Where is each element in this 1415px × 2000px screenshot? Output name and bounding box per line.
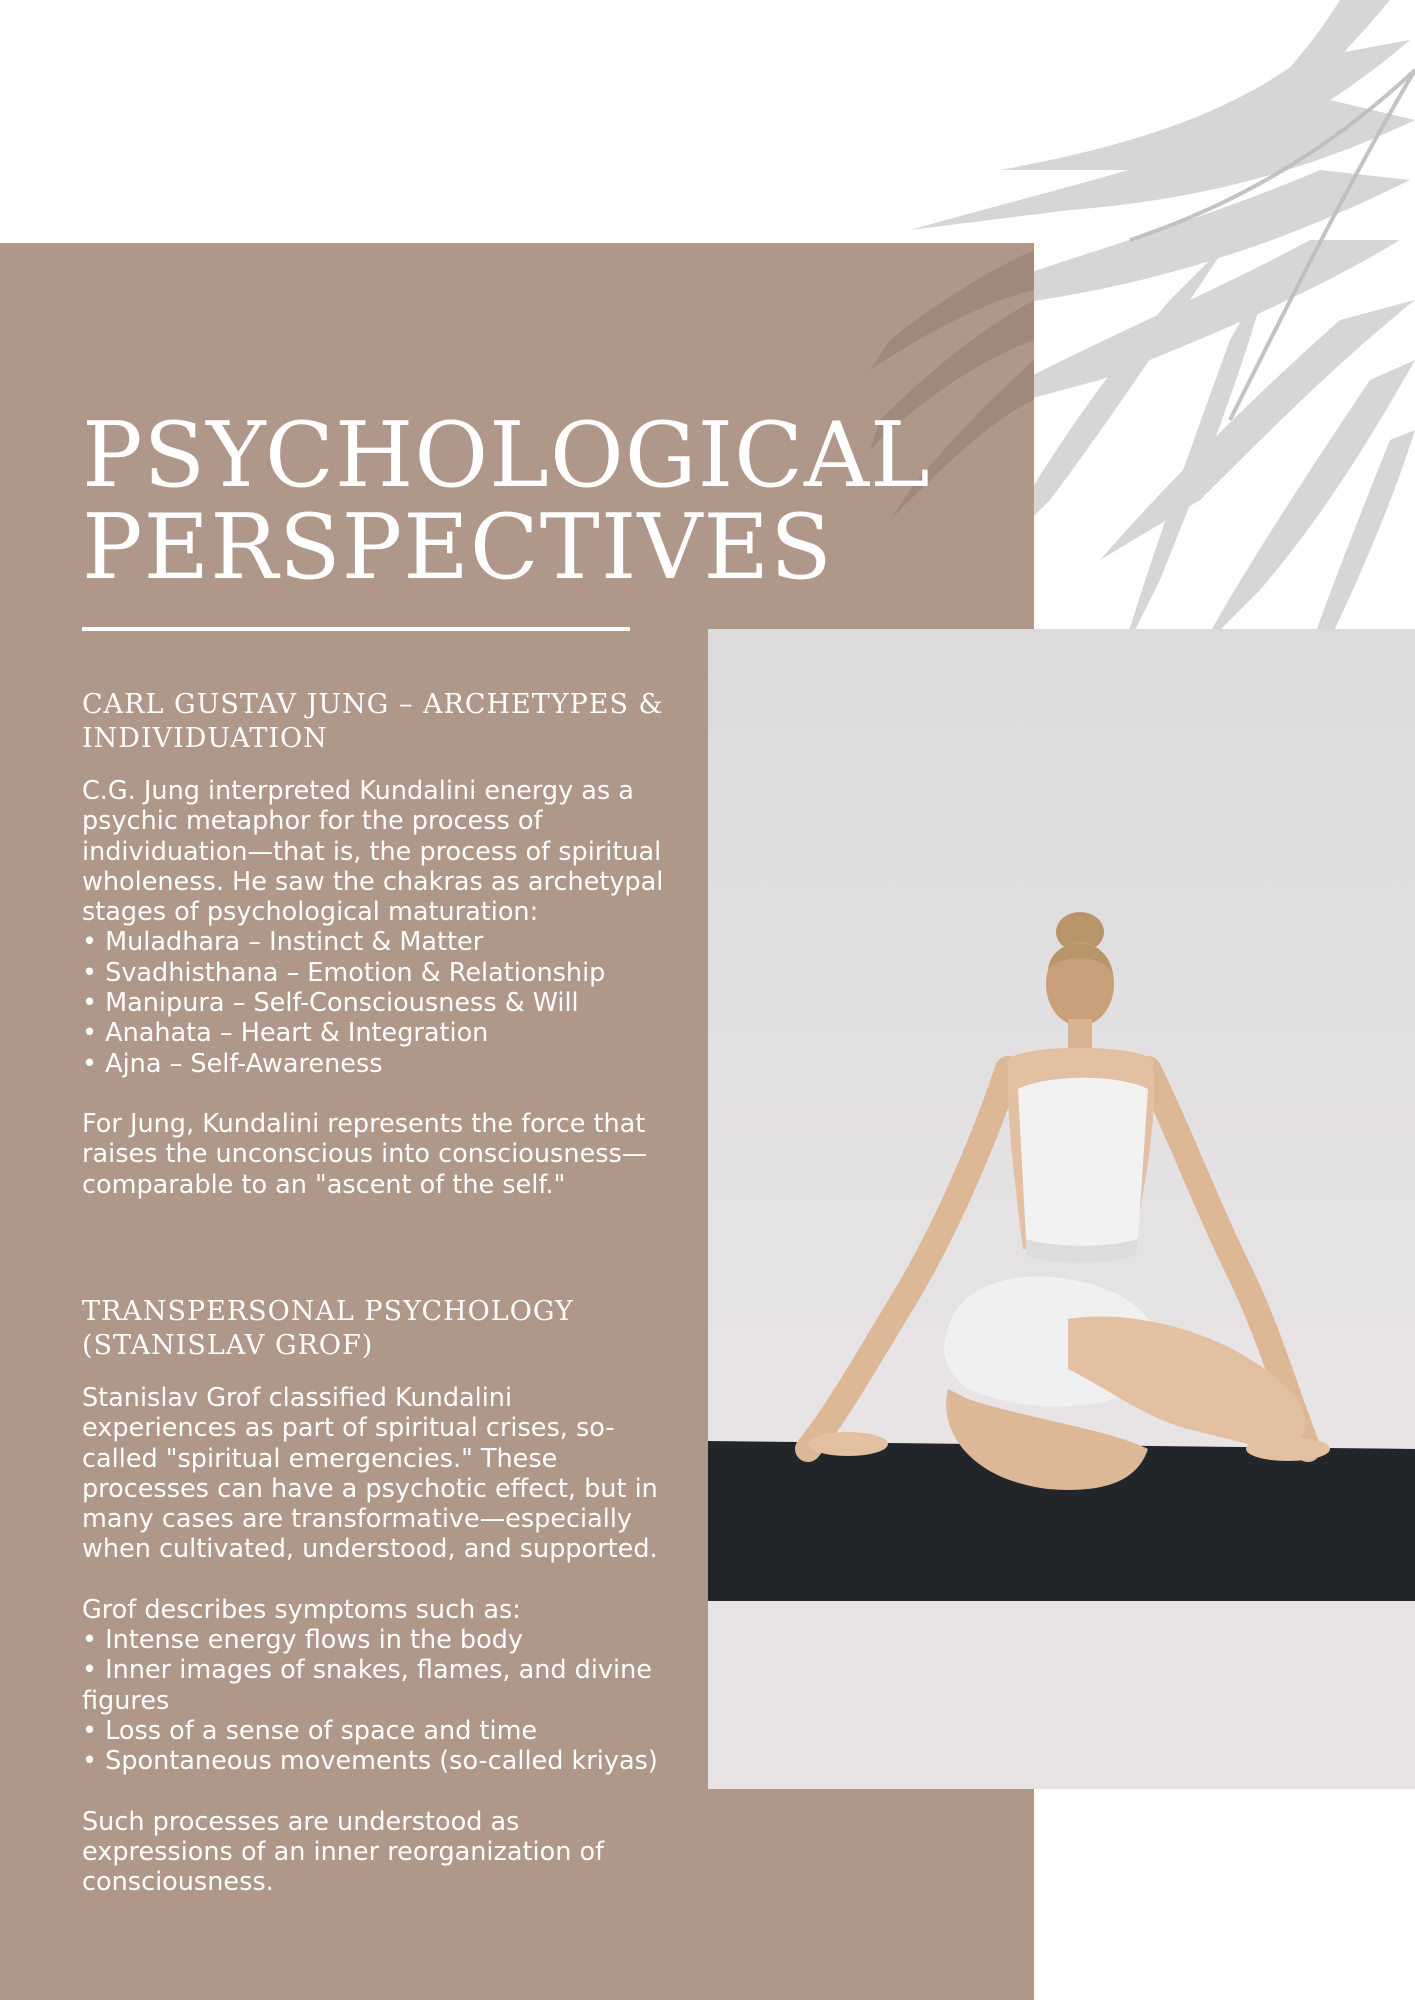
paragraph-gap xyxy=(82,1079,682,1109)
body-line: wholeness. He saw the chakras as archetypal xyxy=(82,866,664,897)
bullet-item: figures xyxy=(82,1685,170,1716)
body-line: comparable to an "ascent of the self." xyxy=(82,1169,566,1200)
section-heading-grof xyxy=(82,1295,702,1363)
bullet-item: • Svadhisthana – Emotion & Relationship xyxy=(82,957,606,988)
section-heading-line: CARL GUSTAV JUNG – ARCHETYPES & xyxy=(82,689,664,720)
section-heading-line: INDIVIDUATION xyxy=(82,723,328,754)
body-line: experiences as part of spiritual crises, so- xyxy=(82,1413,615,1444)
body-line: processes can have a psychotic effect, but in xyxy=(82,1473,658,1504)
page-title xyxy=(82,403,982,600)
yoga-photo xyxy=(708,629,1415,1789)
body-line: individuation—that is, the process of spiritual xyxy=(82,836,662,867)
paragraph-gap xyxy=(82,1565,682,1595)
bullet-item: • Manipura – Self-Consciousness & Will xyxy=(82,988,579,1019)
body-line: consciousness. xyxy=(82,1867,274,1898)
paragraph-gap xyxy=(82,1777,682,1807)
body-line: Stanislav Grof classified Kundalini xyxy=(82,1383,513,1413)
body-line: expressions of an inner reorganization of xyxy=(82,1836,605,1867)
section-heading-line: (STANISLAV GROF) xyxy=(82,1330,374,1361)
section-body-grof xyxy=(82,1383,682,1897)
body-line: stages of psychological maturation: xyxy=(82,897,539,928)
yoga-figure-illustration xyxy=(708,629,1415,1789)
body-line: many cases are transformative—especially xyxy=(82,1504,633,1535)
body-line: For Jung, Kundalini represents the force that xyxy=(82,1108,646,1139)
page-title-line-2: PERSPECTIVES xyxy=(82,495,833,600)
section-body-jung xyxy=(82,776,682,1200)
section-heading-line: TRANSPERSONAL PSYCHOLOGY xyxy=(82,1296,574,1327)
body-line: C.G. Jung interpreted Kundalini energy as a xyxy=(82,776,634,806)
bullet-item: • Ajna – Self-Awareness xyxy=(82,1048,383,1079)
bullet-item: • Spontaneous movements (so-called kriyas) xyxy=(82,1746,658,1777)
section-heading-jung xyxy=(82,688,702,756)
body-line: raises the unconscious into consciousness— xyxy=(82,1139,648,1170)
body-line: Such processes are understood as xyxy=(82,1806,520,1837)
bullet-item: • Inner images of snakes, flames, and divine xyxy=(82,1655,652,1686)
body-line: Grof describes symptoms such as: xyxy=(82,1594,521,1625)
page-title-line-1: PSYCHOLOGICAL xyxy=(82,403,931,508)
bullet-item: • Loss of a sense of space and time xyxy=(82,1715,538,1746)
body-line: called "spiritual emergencies." These xyxy=(82,1443,558,1474)
bullet-item: • Intense energy flows in the body xyxy=(82,1625,523,1656)
bullet-item: • Anahata – Heart & Integration xyxy=(82,1018,489,1049)
bullet-item: • Muladhara – Instinct & Matter xyxy=(82,927,484,958)
body-line: when cultivated, understood, and supported. xyxy=(82,1534,658,1565)
body-line: psychic metaphor for the process of xyxy=(82,806,543,837)
title-divider xyxy=(82,627,630,631)
